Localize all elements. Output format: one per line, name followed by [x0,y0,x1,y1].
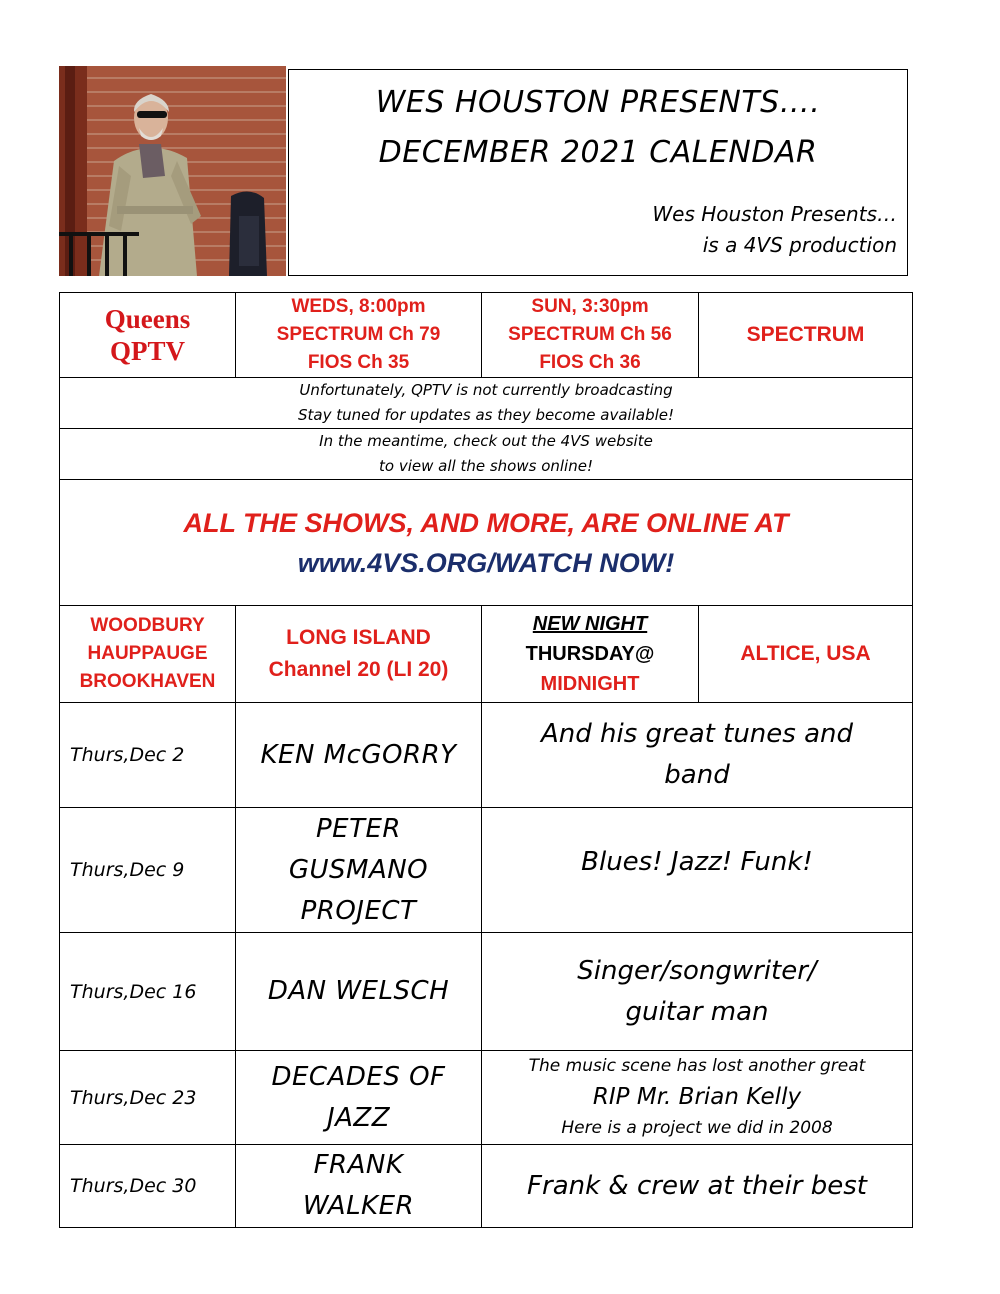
online-row [60,480,913,606]
show-artist-line-2: GUSMANO [288,854,429,885]
show-artist-cell [236,933,482,1051]
weds-spectrum: SPECTRUM Ch 79 [276,324,441,345]
show-date: Thurs,Dec 30 [60,1145,236,1228]
show-date: Thurs,Dec 23 [60,1051,236,1145]
weds-time: WEDS, 8:00pm [291,296,426,317]
schedule-table [59,292,913,1228]
qptv-label: QPTV [109,336,185,366]
note-1-line-2: Stay tuned for updates as they become available! [297,406,675,424]
li-channel-cell [236,606,482,703]
show-row-dec-23 [60,1051,913,1145]
queens-label: Queens [104,304,191,334]
li-day: THURSDAY@ [525,643,655,665]
show-artist-cell [236,1051,482,1145]
show-desc-line-1: Blues! Jazz! Funk! [581,846,813,877]
show-date: Thurs,Dec 2 [60,703,236,808]
weds-fios: FIOS Ch 35 [307,352,410,373]
show-desc-cell [482,1145,913,1228]
note-row-1 [60,378,913,429]
page-title: WES HOUSTON PRESENTS…. [375,85,821,120]
subtitle-line-2: is a 4VS production [702,233,897,257]
show-artist-line-2: JAZZ [326,1102,391,1133]
note-2-line-2: to view all the shows online! [379,457,593,475]
host-photo [59,66,286,276]
sun-time: SUN, 3:30pm [531,296,649,317]
town-woodbury: WOODBURY [90,615,205,636]
show-artist-cell [236,808,482,933]
sun-fios: FIOS Ch 36 [539,352,641,373]
show-artist-line-1: DECADES OF [271,1061,446,1092]
show-desc-line-2: guitar man [625,996,769,1027]
weds-schedule-cell [236,293,482,378]
show-desc-line-2: RIP Mr. Brian Kelly [592,1084,802,1110]
show-row-dec-16 [60,933,913,1051]
note-row-2 [60,429,913,480]
town-hauppauge: HAUPPAUGE [87,643,208,664]
show-date: Thurs,Dec 9 [60,808,236,933]
show-row-dec-2 [60,703,913,808]
show-desc-line-1: The music scene has lost another great [528,1056,866,1076]
show-artist-line-1: PETER [316,813,401,844]
show-desc-cell [482,703,913,808]
show-artist-cell [236,1145,482,1228]
queens-provider: SPECTRUM [746,323,865,346]
header-box [288,69,908,276]
show-desc-line-1: Frank & crew at their best [527,1170,867,1201]
show-desc-line-2: band [664,760,730,790]
note-cell-1 [60,378,913,429]
li-channel-number: Channel 20 (LI 20) [268,658,449,681]
note-cell-2 [60,429,913,480]
show-artist-line-3: PROJECT [300,895,417,926]
li-time: MIDNIGHT [540,673,640,695]
show-row-dec-9 [60,808,913,933]
show-artist-line-2: WALKER [302,1191,415,1221]
new-night-label: NEW NIGHT [532,613,648,635]
calendar-title: DECEMBER 2021 CALENDAR [378,135,818,170]
show-desc-cell [482,933,913,1051]
show-desc-line-3: Here is a project we did in 2008 [561,1118,833,1138]
towns-cell [60,606,236,703]
queens-provider-cell [699,293,913,378]
li-channel-name: LONG ISLAND [286,626,431,649]
li-time-cell [482,606,699,703]
show-desc-line-1: And his great tunes and [541,719,853,749]
longisland-row [60,606,913,703]
online-cell [60,480,913,606]
sun-spectrum: SPECTRUM Ch 56 [508,324,672,345]
note-1-line-1: Unfortunately, QPTV is not currently broadcasting [299,381,673,399]
li-provider: ALTICE, USA [740,642,871,665]
queens-row [60,293,913,378]
online-headline: ALL THE SHOWS, AND MORE, ARE ONLINE AT [183,507,789,538]
show-artist-line-1: FRANK [313,1150,404,1180]
website-link[interactable]: www.4VS.ORG/WATCH NOW! [297,547,675,578]
note-2-line-1: In the meantime, check out the 4VS website [319,432,653,450]
show-artist: KEN McGORRY [260,739,457,770]
subtitle-line-1: Wes Houston Presents… [652,202,897,226]
queens-region-cell [60,293,236,378]
show-row-dec-30 [60,1145,913,1228]
sun-schedule-cell [482,293,699,378]
show-desc-cell [482,808,913,933]
show-desc-line-1: Singer/songwriter/ [577,955,817,986]
town-brookhaven: BROOKHAVEN [79,671,216,692]
show-date: Thurs,Dec 16 [60,933,236,1051]
show-artist-cell [236,703,482,808]
li-provider-cell [699,606,913,703]
show-desc-cell [482,1051,913,1145]
show-artist: DAN WELSCH [267,976,450,1006]
